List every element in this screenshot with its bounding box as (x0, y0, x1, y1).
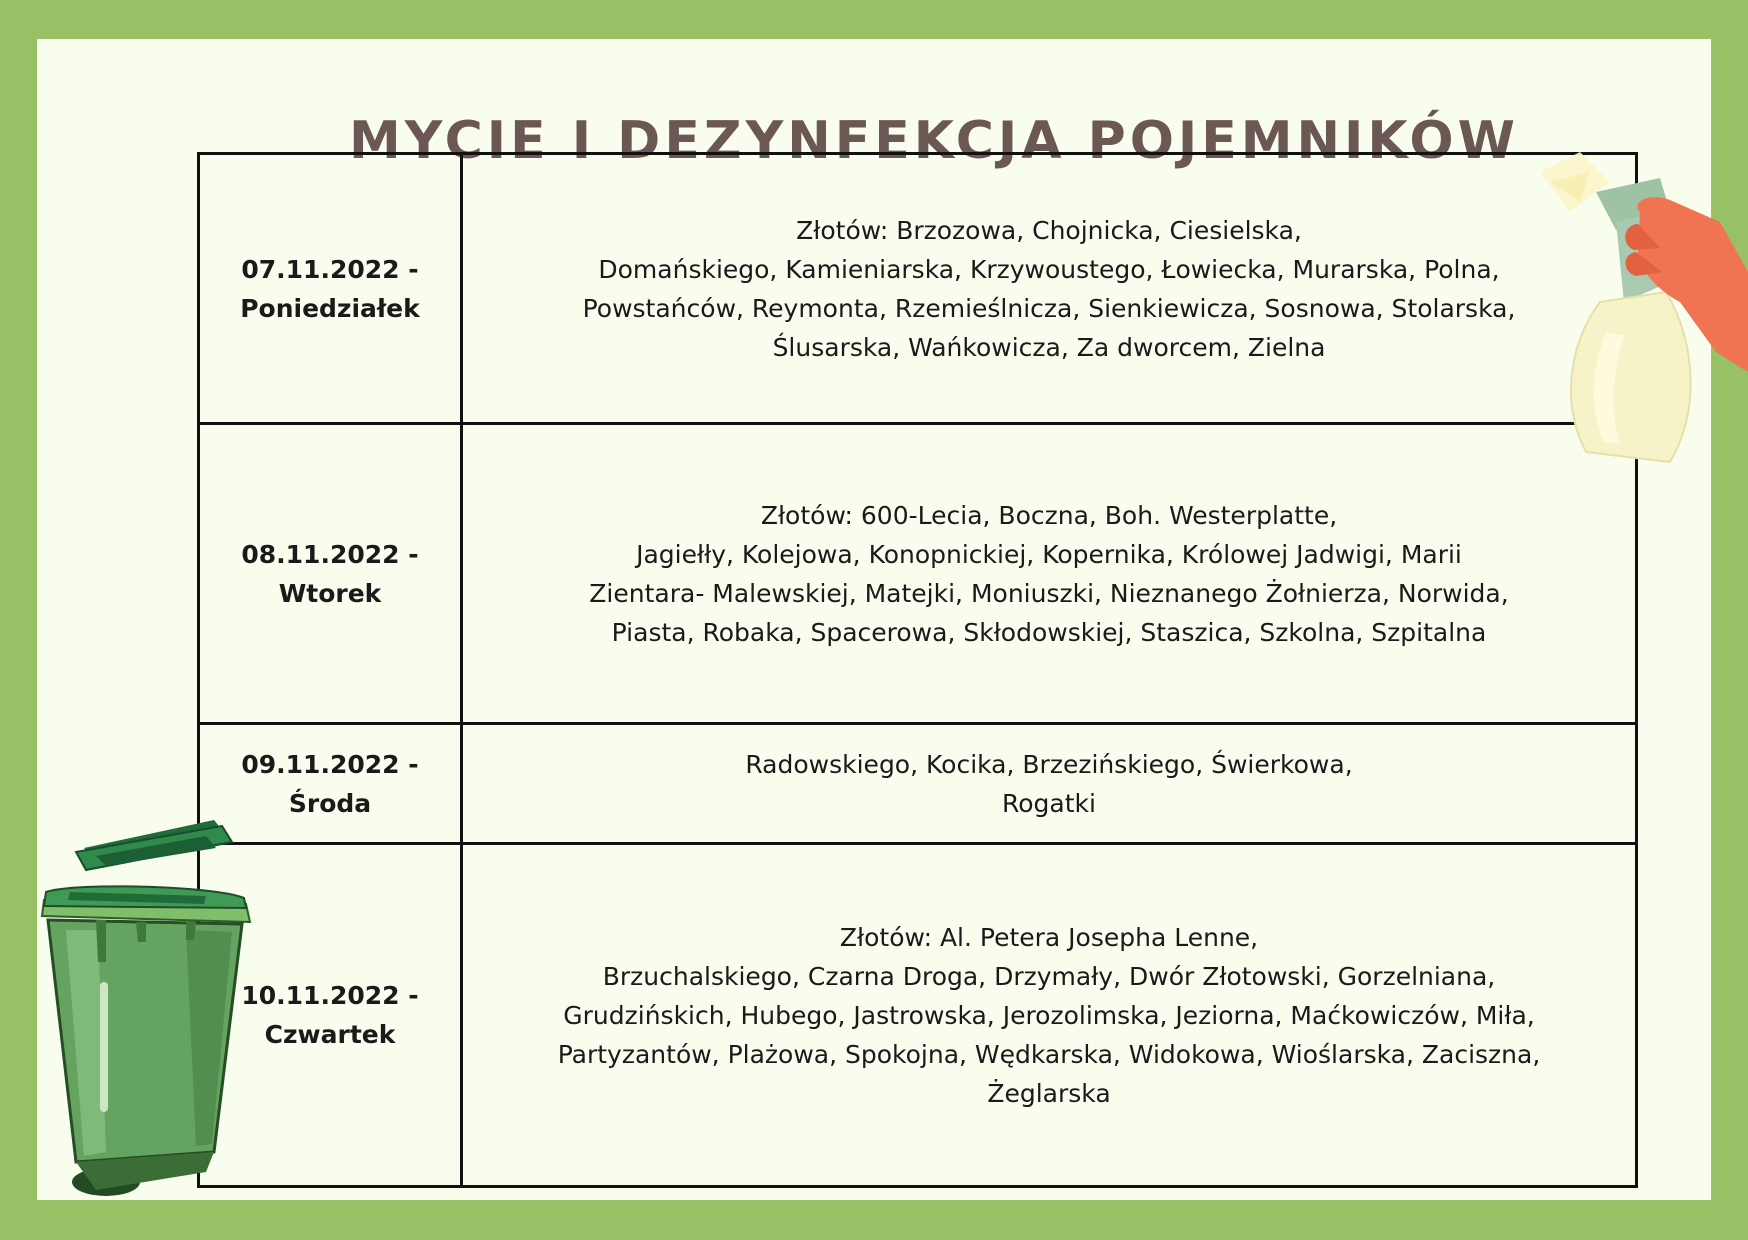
street-line: Zientara- Malewskiej, Matejki, Moniuszki, Nieznanego Żołnierza, Norwida, (589, 578, 1509, 608)
street-line: Żeglarska (987, 1078, 1111, 1108)
street-line: Brzuchalskiego, Czarna Droga, Drzymały, Dwór Złotowski, Gorzelniana, (602, 961, 1496, 991)
page-title: MYCIE I DEZYNFEKCJA POJEMNIKÓW (349, 111, 1519, 171)
streets-cell (462, 154, 1637, 424)
day-text: Wtorek (278, 578, 382, 608)
street-line: Radowskiego, Kocika, Brzezińskiego, Świerkowa, (745, 749, 1353, 779)
waste-bin-icon (36, 812, 268, 1204)
table-row (199, 424, 1637, 724)
table-row (199, 154, 1637, 424)
page-panel (37, 39, 1711, 1200)
streets-cell (462, 844, 1637, 1187)
table-row (199, 844, 1637, 1187)
street-line: Partyzantów, Plażowa, Spokojna, Wędkarska, Widokowa, Wioślarska, Zaciszna, (557, 1039, 1541, 1069)
street-line: Ślusarska, Wańkowicza, Za dworcem, Zielna (772, 332, 1326, 362)
date-cell (199, 424, 462, 724)
street-line: Rogatki (1002, 788, 1096, 818)
date-text: 08.11.2022 - (241, 539, 419, 569)
street-line: Powstańców, Reymonta, Rzemieślnicza, Sienkiewicza, Sosnowa, Stolarska, (582, 293, 1516, 323)
day-text: Czwartek (264, 1020, 396, 1049)
streets-cell (462, 724, 1637, 844)
street-line: Złotów: Al. Petera Josepha Lenne, (839, 922, 1259, 952)
street-line: Złotów: 600-Lecia, Boczna, Boh. Westerplatte, (760, 500, 1338, 530)
date-text: 07.11.2022 - (241, 254, 419, 284)
spray-bottle-icon (1520, 152, 1748, 472)
street-line: Grudzińskich, Hubego, Jastrowska, Jerozolimska, Jeziorna, Maćkowiczów, Miła, (563, 1000, 1535, 1030)
street-line: Złotów: Brzozowa, Chojnicka, Ciesielska, (796, 215, 1302, 245)
date-text: 09.11.2022 - (241, 749, 419, 779)
date-text: 10.11.2022 - (241, 981, 419, 1010)
street-line: Domańskiego, Kamieniarska, Krzywoustego, Łowiecka, Murarska, Polna, (598, 254, 1500, 284)
day-text: Środa (288, 788, 372, 818)
streets-cell (462, 424, 1637, 724)
street-line: Piasta, Robaka, Spacerowa, Skłodowskiej, Staszica, Szkolna, Szpitalna (611, 617, 1487, 647)
schedule-table (197, 152, 1638, 1188)
day-text: Poniedziałek (240, 293, 420, 323)
street-line: Jagiełły, Kolejowa, Konopnickiej, Kopernika, Królowej Jadwigi, Marii (636, 539, 1462, 569)
date-cell (199, 154, 462, 424)
table-row (199, 724, 1637, 844)
